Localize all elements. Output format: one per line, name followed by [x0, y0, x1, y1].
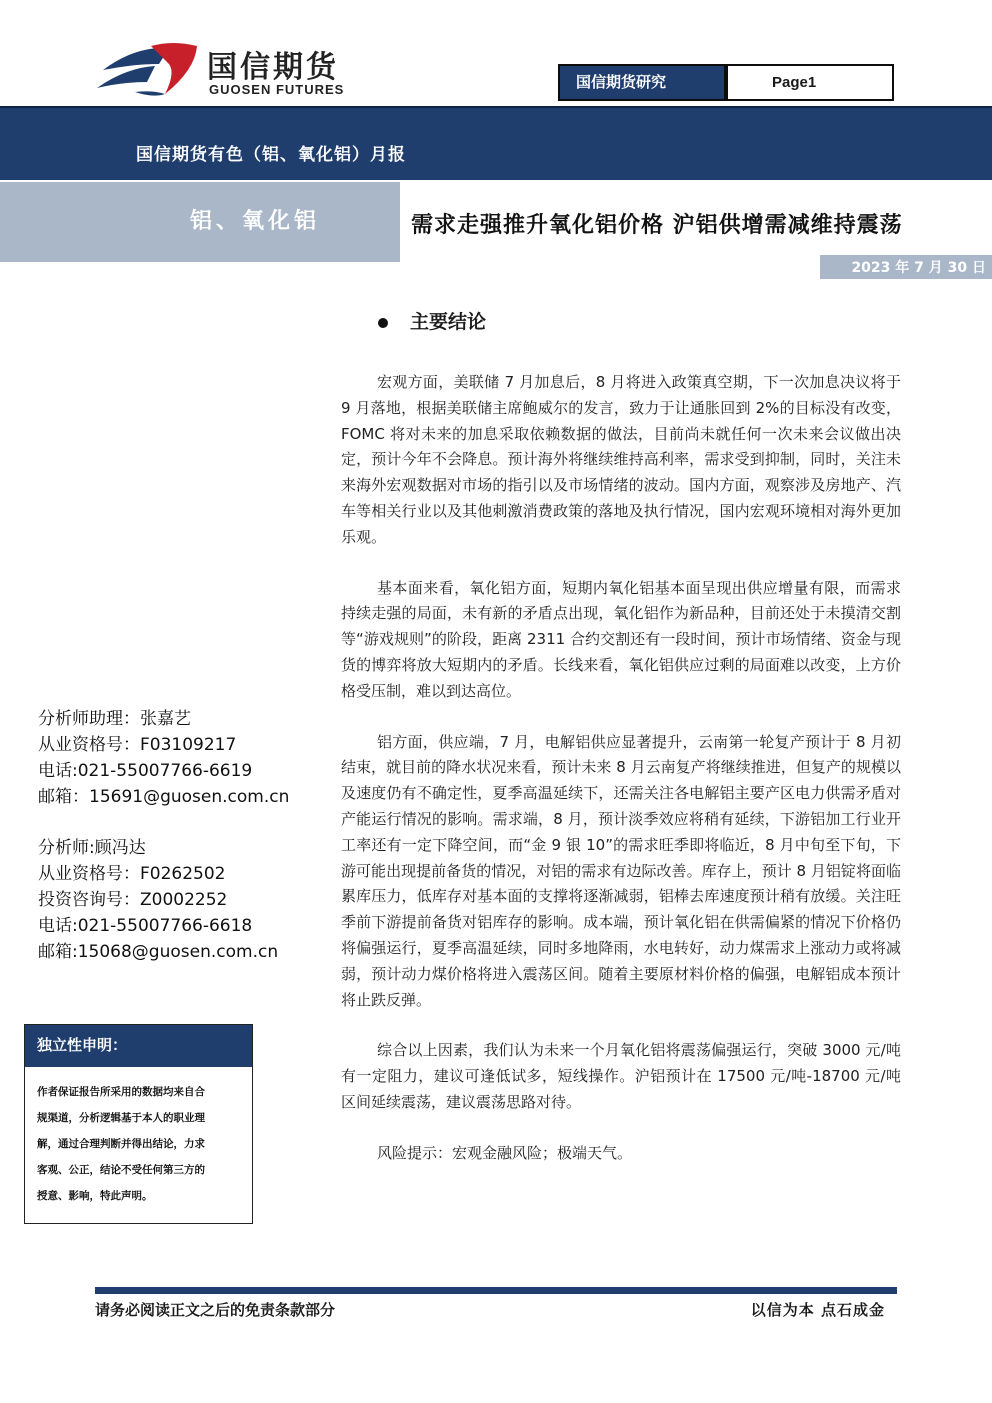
- paragraph-conclusion: 综合以上因素，我们认为未来一个月氧化铝将震荡偏强运行，突破 3000 元/吨有一定阻力，建议可逢低试多，短线操作。沪铝预计在 17500 元/吨-18700 元/吨区间延续震荡，建议震荡思路对待。: [341, 1041, 901, 1111]
- paragraph-alumina: 基本面来看，氧化铝方面，短期内氧化铝基本面呈现出供应增量有限，而需求持续走强的局面，未有新的矛盾点出现，氧化铝作为新品种，目前还处于未摸清交割等“游戏规则”的阶段，距离 2311 合约交割还有一段时间，预计市场情绪、资金与现货的博弈将放大短期内的矛盾。长线来看，氧化铝供应过剩的局面难以改变，上方价格受压制，难以到达高位。: [341, 578, 901, 700]
- paragraph-risk: 风险提示：宏观金融风险；极端天气。: [377, 1143, 633, 1162]
- page-indicator: Page1: [726, 64, 894, 101]
- analyst-cert: 从业资格号：F03109217: [38, 735, 237, 755]
- report-type-title: 国信期货有色（铝、氧化铝）月报: [136, 145, 406, 165]
- analyst-email: 邮箱：15691@guosen.com.cn: [38, 787, 290, 807]
- declaration-line: 授意、影响，特此声明。: [37, 1190, 153, 1202]
- report-date: 2023 年 7 月 30 日: [851, 260, 986, 276]
- declaration-text: [25, 1067, 252, 1209]
- section-heading-text: 主要结论: [410, 311, 487, 333]
- declaration-title: 独立性申明：: [25, 1025, 252, 1067]
- footer-slogan: 以信为本 点石成金: [750, 1301, 885, 1319]
- paragraph-macro: 宏观方面，美联储 7 月加息后，8 月将进入政策真空期，下一次加息决议将于 9 月落地，根据美联储主席鲍威尔的发言，致力于让通胀回到 2%的目标没有改变，FOMC 将对未来的加息采取依赖数据的做法，目前尚未就任何一次未来会议做出决定，预计今年不会降息。预计海外将继续维持高利率，需求受到抑制，同时，关注未来海外宏观数据对市场的指引以及市场情绪的波动。国内方面，观察涉及房地产、汽车等相关行业以及其他刺激消费政策的落地及执行情况，国内宏观环境相对海外更加乐观。: [341, 373, 901, 546]
- analyst-consult: 投资咨询号：Z0002252: [38, 890, 228, 910]
- declaration-line: 规渠道，分析逻辑基于本人的职业理: [37, 1112, 205, 1124]
- analyst-role: 分析师:顾冯达: [38, 838, 146, 858]
- bullet-icon: [378, 318, 388, 328]
- analyst-cert: 从业资格号：F0262502: [38, 864, 226, 884]
- brand-mark-icon: [95, 40, 200, 100]
- analyst-phone: 电话:021-55007766-6618: [38, 916, 253, 936]
- report-headline: 需求走强推升氧化铝价格 沪铝供增需减维持震荡: [400, 182, 992, 262]
- analyst-info: [38, 706, 289, 990]
- paragraph-aluminum: 铝方面，供应端，7 月，电解铝供应显著提升，云南第一轮复产预计于 8 月初结束，就目前的降水状况来看，预计未来 8 月云南复产将继续推进，但复产的规模以及速度仍有不确定性，夏季高温延续下，还需关注各电解铝主要产区电力供需矛盾对产能运行情况的影响。需求端，8 月，预计淡季效应将稍有延续，下游铝加工行业开工率还有一定下降空间，而“金 9 银 10”的需求旺季即将临近，8 月中旬至下旬，下游可能出现提前备货的情况，对铝的需求有边际改善。库存上，预计 8 月铝锭将面临累库压力，低库存对基本面的支撑将逐渐减弱，铝棒去库速度预计稍有放缓。关注旺季前下游提前备货对铝库存的影响。成本端，预计氧化铝在供需偏紧的情况下价格仍将偏强运行，夏季高温延续，同时多地降雨，水电转好，动力煤需求上涨动力或将减弱，预计动力煤价格将进入震荡区间。随着主要原材料价格的偏强，电解铝成本预计将止跌反弹。: [341, 732, 901, 1009]
- footer-disclaimer-note: 请务必阅读正文之后的免责条款部分: [95, 1301, 336, 1319]
- independence-declaration: [24, 1024, 253, 1224]
- category-label: 铝、氧化铝: [190, 209, 321, 234]
- report-body: [341, 370, 901, 1192]
- brand-name-cn: 国信期货: [207, 50, 339, 85]
- analyst-email: 邮箱:15068@guosen.com.cn: [38, 942, 279, 962]
- analyst-role: 分析师助理：张嘉艺: [38, 709, 191, 729]
- analyst-main: [38, 835, 289, 965]
- brand-name-en: GUOSEN FUTURES: [209, 82, 345, 97]
- declaration-line: 作者保证报告所采用的数据均来自合: [37, 1086, 205, 1098]
- research-tag: 国信期货研究: [558, 64, 726, 101]
- brand-logo: [95, 40, 365, 100]
- analyst-phone: 电话:021-55007766-6619: [38, 761, 253, 781]
- declaration-line: 客观、公正，结论不受任何第三方的: [37, 1164, 205, 1176]
- footer-divider: [95, 1287, 897, 1294]
- section-heading: [378, 307, 486, 334]
- analyst-assistant: [38, 706, 289, 810]
- declaration-line: 解，通过合理判断并得出结论，力求: [37, 1138, 205, 1150]
